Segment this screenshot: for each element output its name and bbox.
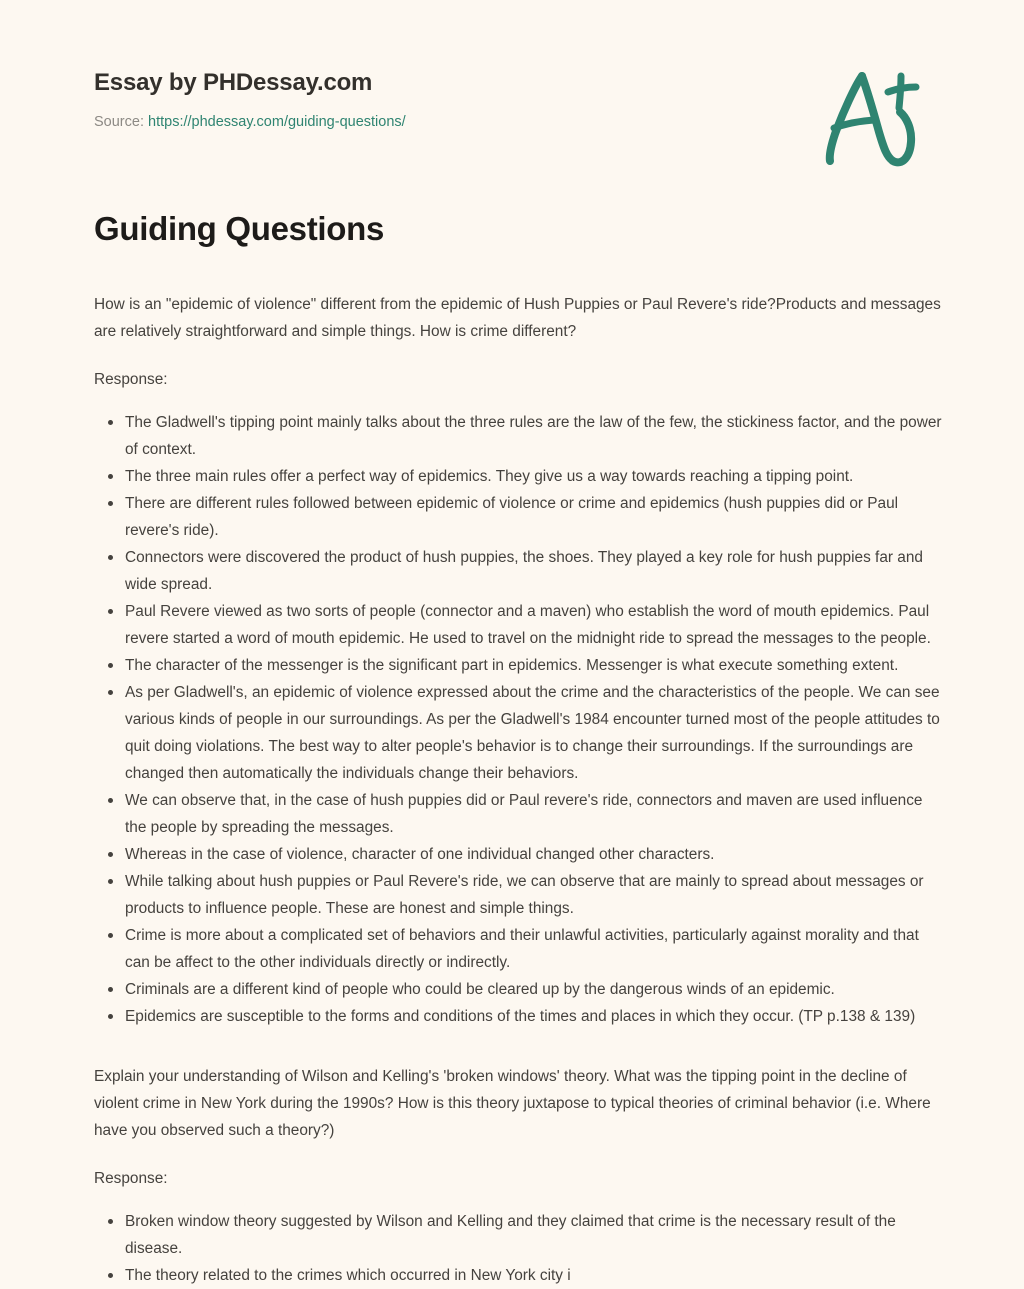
list-item: Connectors were discovered the product of hush puppies, the shoes. They played a key role for hush puppies far and wide spread. xyxy=(94,544,946,598)
brand-title: Essay by PHDessay.com xyxy=(94,69,373,96)
list-item: As per Gladwell's, an epidemic of violence expressed about the crime and the characteristics of the people. We can see various kinds of people in our surroundings. As per the Gladwell's 1984 encounter turned most of the people attitudes to quit doing violations. The best way to alter people's behavior is to change their surroundings. If the surroundings are changed then automatically the individuals change their behaviors. xyxy=(94,679,946,787)
article-body xyxy=(94,208,946,1289)
question-prompt-2: Explain your understanding of Wilson and Kelling's 'broken windows' theory. What was the tipping point in the decline of violent crime in New York during the 1990s? How is this theory juxtapose to typical theories of criminal behavior (i.e. Where have you observed such a theory?) xyxy=(94,1068,931,1139)
source-link[interactable]: https://phdessay.com/guiding-questions/ xyxy=(148,114,406,130)
list-item: There are different rules followed between epidemic of violence or crime and epidemics (hush puppies did or Paul revere's ride). xyxy=(94,490,946,544)
list-item: Criminals are a different kind of people who could be cleared up by the dangerous winds of an epidemic. xyxy=(94,976,946,1003)
list-item: Whereas in the case of violence, character of one individual changed other characters. xyxy=(94,841,946,868)
page-header xyxy=(0,0,1024,185)
answer-list-1 xyxy=(94,409,946,1030)
list-item: While talking about hush puppies or Paul Revere's ride, we can observe that are mainly to spread about messages or products to influence people. These are honest and simple things. xyxy=(94,868,946,922)
response-label-2: Response: xyxy=(94,1170,168,1187)
source-line xyxy=(94,113,406,131)
list-item: The three main rules offer a perfect way of epidemics. They give us a way towards reaching a tipping point. xyxy=(94,463,946,490)
list-item: We can observe that, in the case of hush puppies did or Paul revere's ride, connectors and maven are used influence the people by spreading the messages. xyxy=(94,787,946,841)
list-item: Paul Revere viewed as two sorts of people (connector and a maven) who establish the word of mouth epidemics. Paul revere started a word of mouth epidemic. He used to travel on the midnight ride to spread the messages to the people. xyxy=(94,598,946,652)
list-item: Crime is more about a complicated set of behaviors and their unlawful activities, particularly against morality and that can be affect to the other individuals directly or indirectly. xyxy=(94,922,946,976)
list-item: Broken window theory suggested by Wilson and Kelling and they claimed that crime is the necessary result of the disease. xyxy=(94,1208,946,1262)
list-item: Epidemics are susceptible to the forms and conditions of the times and places in which they occur. (TP p.138 & 139) xyxy=(94,1003,946,1030)
list-item: The theory related to the crimes which occurred in New York city i xyxy=(94,1262,946,1289)
brand-block xyxy=(94,68,406,131)
answer-list-2 xyxy=(94,1208,946,1289)
source-label: Source: xyxy=(94,114,144,130)
list-item: The character of the messenger is the significant part in epidemics. Messenger is what execute something extent. xyxy=(94,652,946,679)
response-label-1: Response: xyxy=(94,371,168,388)
page-title: Guiding Questions xyxy=(94,210,385,247)
a-plus-logo[interactable] xyxy=(812,62,932,172)
list-item: The Gladwell's tipping point mainly talks about the three rules are the law of the few, the stickiness factor, and the power of context. xyxy=(94,409,946,463)
question-prompt-1: How is an "epidemic of violence" different from the epidemic of Hush Puppies or Paul Revere's ride?Products and messages are relatively straightforward and simple things. How is crime different? xyxy=(94,296,941,340)
